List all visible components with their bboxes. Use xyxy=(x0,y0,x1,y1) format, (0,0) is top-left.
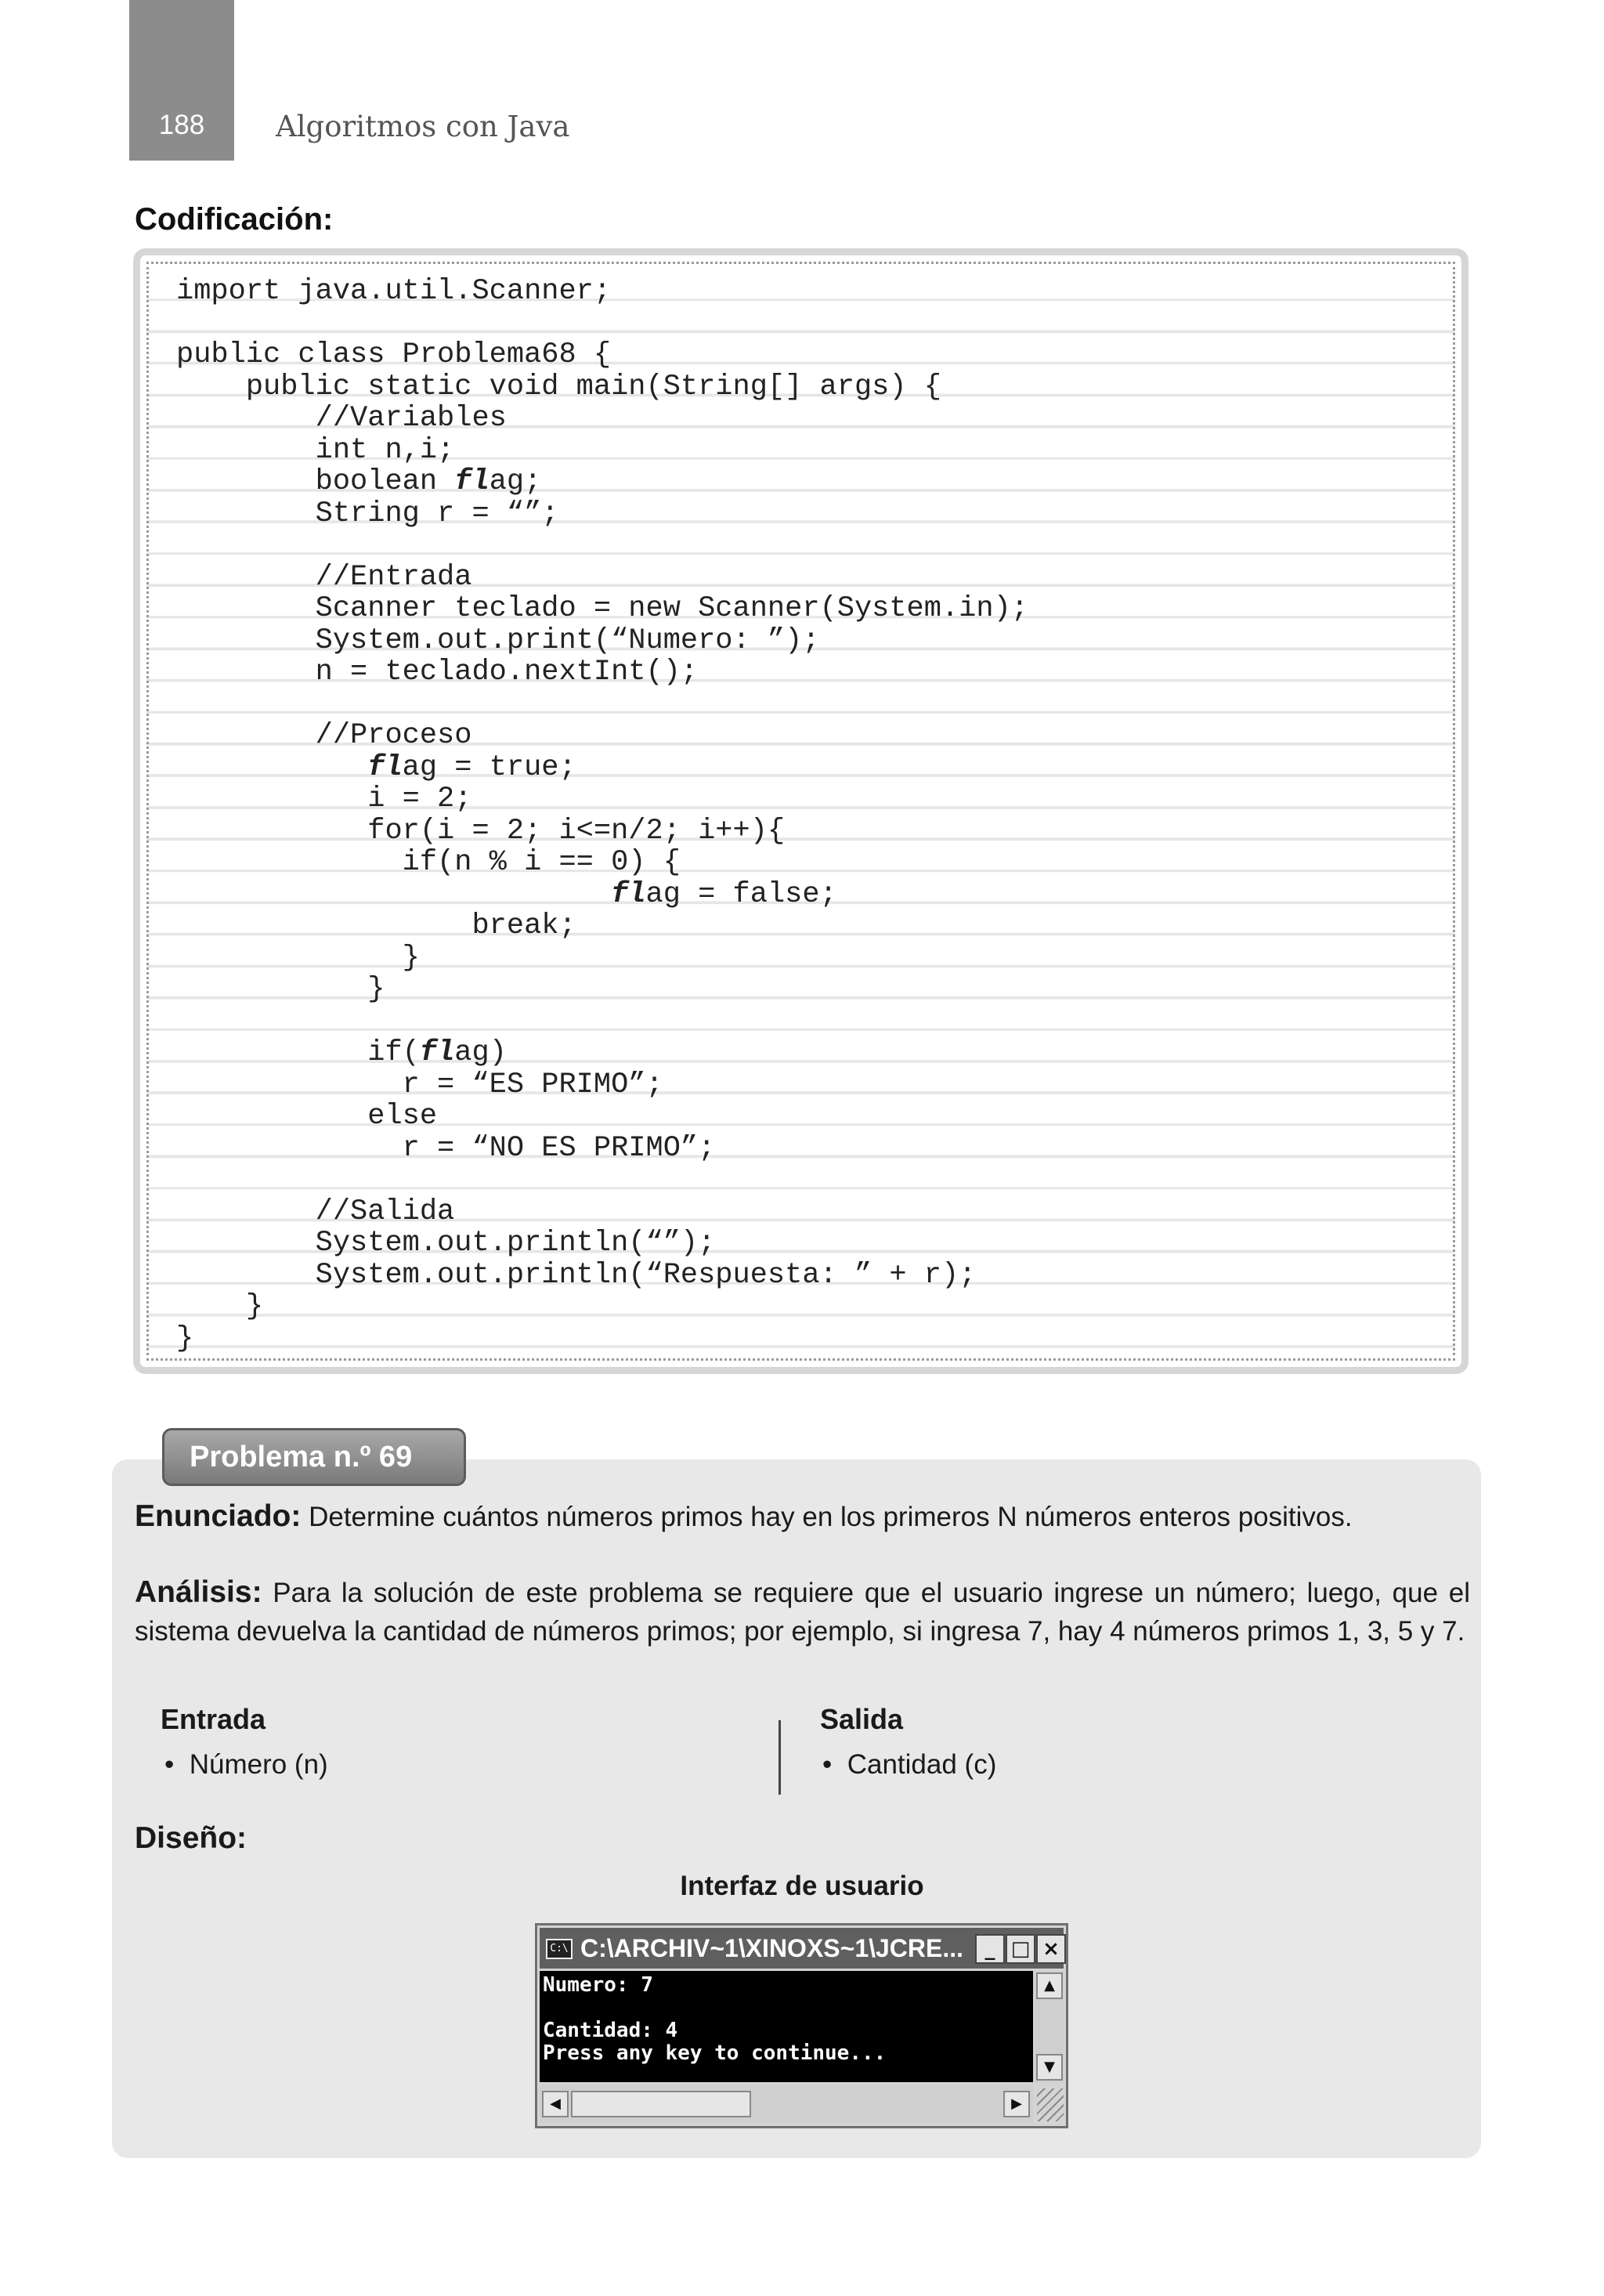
codificacion-heading: Codificación: xyxy=(135,202,334,237)
code-line: } xyxy=(176,941,420,974)
code-line: //Entrada xyxy=(176,560,472,594)
code-line: import java.util.Scanner; xyxy=(176,275,612,308)
horizontal-scrollbar[interactable] xyxy=(540,2084,1033,2124)
code-listing-paper xyxy=(146,262,1455,1361)
maximize-button[interactable]: □ xyxy=(1006,1934,1035,1964)
console-window xyxy=(535,1923,1068,2128)
io-divider xyxy=(779,1720,781,1795)
code-line: Scanner teclado = new Scanner(System.in); xyxy=(176,592,1028,625)
console-title-bar[interactable] xyxy=(540,1928,1064,1969)
code-line: System.out.print(“Numero: ”); xyxy=(176,624,820,657)
code-line: } xyxy=(176,973,385,1006)
code-line: int n,i; xyxy=(176,433,455,467)
code-line: //Variables xyxy=(176,402,507,435)
enunciado-label: Enunciado: xyxy=(135,1499,302,1533)
enunciado-text: Determine cuántos números primos hay en los primeros N números enteros positivos. xyxy=(309,1502,1353,1532)
code-line xyxy=(176,308,1028,340)
code-line: for(i = 2; i<=n/2; i++){ xyxy=(176,814,786,848)
code-line: flag = false; xyxy=(611,877,837,911)
code-line: public static void main(String[] args) { xyxy=(176,370,941,403)
scroll-up-button[interactable]: ▲ xyxy=(1036,1972,1063,1999)
code-line: i = 2; xyxy=(176,783,472,815)
entrada-heading: Entrada xyxy=(161,1703,266,1735)
salida-item-text: Cantidad (c) xyxy=(847,1749,997,1780)
scroll-left-button[interactable]: ◀ xyxy=(542,2091,569,2117)
vertical-scrollbar[interactable] xyxy=(1035,1971,1064,2082)
console-output-text: Numero: 7 Cantidad: 4 Press any key to continue... xyxy=(543,1973,887,2065)
salida-list-item xyxy=(822,1749,996,1781)
code-line: n = teclado.nextInt(); xyxy=(176,656,699,689)
enunciado-paragraph xyxy=(135,1497,1470,1536)
close-button[interactable]: × xyxy=(1036,1934,1066,1964)
horizontal-scroll-thumb[interactable] xyxy=(571,2091,751,2117)
scroll-right-button[interactable]: ▶ xyxy=(1003,2091,1030,2117)
code-line: System.out.println(“Respuesta: ” + r); xyxy=(176,1258,977,1292)
code-line: System.out.println(“”); xyxy=(176,1227,716,1260)
resize-grip-icon[interactable] xyxy=(1037,2088,1064,2121)
analisis-label: Análisis: xyxy=(135,1575,262,1609)
problem-number-tab: Problema n.º 69 xyxy=(162,1428,466,1486)
code-line xyxy=(176,689,1028,721)
code-line: if(flag) xyxy=(176,1036,507,1069)
bullet-icon: • xyxy=(822,1749,833,1780)
code-line: //Proceso xyxy=(176,719,472,752)
code-line: r = “NO ES PRIMO”; xyxy=(176,1131,716,1165)
code-line: String r = “”; xyxy=(176,497,559,530)
code-line: flag = true; xyxy=(367,750,576,784)
console-title: C:\ARCHIV~1\XINOXS~1\JCRE... xyxy=(580,1934,964,1962)
code-line: if(n % i == 0) { xyxy=(176,846,681,879)
code-listing-box xyxy=(133,248,1469,1374)
code-listing xyxy=(176,276,1028,1354)
running-book-title: Algoritmos con Java xyxy=(276,110,570,143)
page-number: 188 xyxy=(158,110,205,140)
code-line: } xyxy=(176,1322,194,1355)
salida-heading: Salida xyxy=(820,1703,904,1735)
bullet-icon: • xyxy=(164,1749,175,1780)
code-line: break; xyxy=(176,909,576,942)
code-line xyxy=(176,1164,1028,1196)
code-line: //Salida xyxy=(176,1195,455,1228)
scroll-down-button[interactable]: ▼ xyxy=(1036,2054,1063,2081)
code-line xyxy=(176,1006,1028,1038)
diseno-heading: Diseño: xyxy=(135,1821,247,1855)
entrada-list-item xyxy=(164,1749,328,1781)
entrada-item-text: Número (n) xyxy=(189,1749,328,1780)
code-line: else xyxy=(176,1100,438,1133)
code-line: } xyxy=(176,1290,264,1323)
analisis-paragraph xyxy=(135,1573,1470,1651)
code-line: public class Problema68 { xyxy=(176,338,612,371)
console-icon: C:\ xyxy=(546,1939,573,1959)
console-output-area[interactable] xyxy=(540,1971,1033,2082)
ui-caption: Interfaz de usuario xyxy=(680,1871,924,1901)
analisis-text: Para la solución de este problema se requiere que el usuario ingrese un número; luego, que el sistema devuelva la cantidad de números primos; por ejemplo, si ingresa 7, hay 4 números primos 1, 3, 5 y 7. xyxy=(135,1578,1470,1647)
minimize-button[interactable]: _ xyxy=(975,1934,1005,1964)
code-line: boolean flag; xyxy=(176,465,542,498)
code-line: r = “ES PRIMO”; xyxy=(176,1068,663,1101)
code-line xyxy=(176,530,1028,562)
